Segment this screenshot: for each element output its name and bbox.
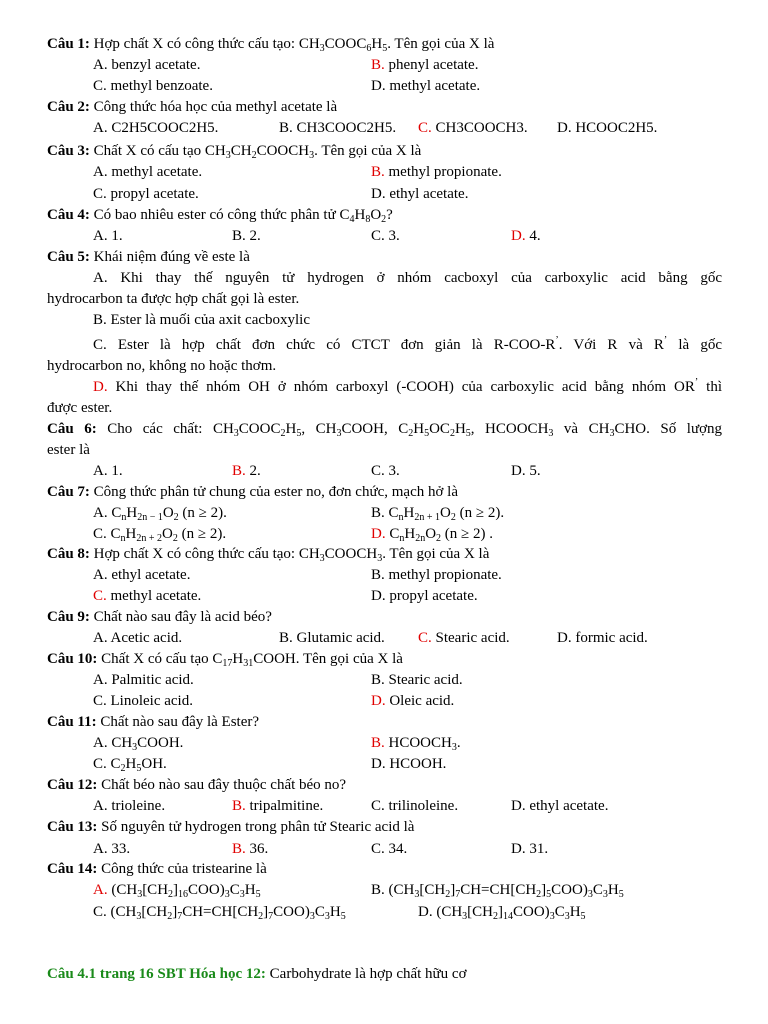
option-a-cont: hydrocarbon ta được hợp chất gọi là ester.	[47, 291, 300, 307]
option-b: B. 36.	[232, 841, 269, 857]
question-number: Câu 8:	[47, 546, 90, 562]
answer-marker: D.	[371, 526, 386, 542]
option-d: D. HCOOC2H5.	[557, 120, 658, 136]
option-d: D. methyl acetate.	[371, 78, 481, 94]
option-a: A. Acetic acid.	[93, 630, 183, 646]
option-b: B. Stearic acid.	[371, 672, 463, 688]
option-c: C. trilinoleine.	[371, 798, 459, 814]
option-a: A. 1.	[93, 228, 123, 244]
option-b: B. Glutamic acid.	[279, 630, 385, 646]
option-b: B. CH3COOC2H5.	[279, 120, 397, 136]
option-c: C. Linoleic acid.	[93, 693, 193, 709]
option-a: A. $C_nH_{2n - 1}O_2$ (n ≥ 2).	[93, 505, 227, 523]
answer-marker: B.	[371, 735, 385, 751]
question-8-stem: Câu 8: Hợp chất X có công thức cấu tạo: $CH_3COOCH_3$. Tên gọi của X là	[47, 546, 490, 564]
option-b: B. 2.	[232, 228, 261, 244]
option-c: C. $(CH_3[CH_2]_7CH=CH[CH_2]_7COO)_3C_3H_5$	[93, 904, 346, 922]
question-5-stem: Câu 5: Khái niệm đúng về este là	[47, 249, 250, 265]
option-a: A. benzyl acetate.	[93, 57, 201, 73]
answer-marker: C.	[93, 588, 107, 604]
question-6-stem: Câu 6: Cho các chất: $CH_3COOC_2H_5$, $CH_3COOH$, $C_2H_5OC_2H_5$, $HCOOCH_3$ và $CH_3CHO$. Số lượng	[47, 421, 723, 439]
option-d: D. Oleic acid.	[371, 693, 455, 709]
answer-marker: C.	[418, 120, 432, 136]
option-a: A. 33.	[93, 841, 131, 857]
question-10-stem: Câu 10: Chất X có cấu tạo $C_{17}H_{31}COOH$. Tên gọi của X là	[47, 651, 403, 669]
option-d: D. ethyl acetate.	[511, 798, 609, 814]
option-c: C. Ester là hợp chất đơn chức có CTCT đơn giản là R-COO-R’. Với R và R’ là gốc	[93, 335, 723, 353]
option-b: B. phenyl acetate.	[371, 57, 479, 73]
question-number: Câu 7:	[47, 484, 90, 500]
question-number: Câu 11:	[47, 714, 97, 730]
question-14-stem: Câu 14: Công thức của tristearine là	[47, 861, 267, 877]
option-c-cont: hydrocarbon no, không no hoặc thơm.	[47, 358, 277, 374]
question-number: Câu 3:	[47, 143, 90, 159]
option-d: D. ethyl acetate.	[371, 186, 469, 202]
answer-marker: B.	[232, 798, 246, 814]
question-number: Câu 12:	[47, 777, 98, 793]
option-a: A. Palmitic acid.	[93, 672, 194, 688]
question-number: Câu 9:	[47, 609, 90, 625]
option-c: C. methyl acetate.	[93, 588, 202, 604]
option-c: C. CH3COOCH3.	[418, 120, 528, 136]
question-number: Câu 13:	[47, 819, 98, 835]
answer-marker: D.	[511, 228, 526, 244]
answer-marker: D.	[371, 693, 386, 709]
question-number: Câu 5:	[47, 249, 90, 265]
option-b: B. 2.	[232, 463, 261, 479]
option-c: C. methyl benzoate.	[93, 78, 213, 94]
question-6-stem-cont: ester là	[47, 442, 90, 458]
option-b: B. methyl propionate.	[371, 164, 502, 180]
option-d-cont: được ester.	[47, 400, 113, 416]
question-number: Câu 14:	[47, 861, 98, 877]
option-c: C. 3.	[371, 228, 400, 244]
question-13-stem: Câu 13: Số nguyên tử hydrogen trong phân tử Stearic acid là	[47, 819, 415, 835]
question-number: Câu 2:	[47, 99, 90, 115]
option-d: D. Khi thay thế nhóm OH ở nhóm carboxyl (-COOH) của carboxylic acid bằng nhóm OR’ thì	[93, 377, 723, 395]
answer-marker: B.	[232, 463, 246, 479]
option-b: B. methyl propionate.	[371, 567, 502, 583]
option-d: D. 4.	[511, 228, 541, 244]
option-a: A. trioleine.	[93, 798, 166, 814]
answer-marker: D.	[93, 379, 108, 395]
question-1-stem: Câu 1: Hợp chất X có công thức cấu tạo: $CH_3COOC_6H_5$. Tên gọi của X là	[47, 36, 495, 54]
section-text: Carbohydrate là hợp chất hữu cơ	[265, 966, 467, 982]
question-2-stem: Câu 2: Công thức hóa học của methyl acetate là	[47, 99, 338, 115]
option-c: C. $C_nH_{2n + 2}O_2$ (n ≥ 2).	[93, 526, 227, 544]
question-number: Câu 6:	[47, 421, 97, 437]
option-a: A. $(CH_3[CH_2]_{16}COO)_3C_3H_5$	[93, 882, 261, 900]
answer-marker: B.	[371, 57, 385, 73]
option-a: A. ethyl acetate.	[93, 567, 191, 583]
answer-marker: B.	[232, 841, 246, 857]
option-a: A. 1.	[93, 463, 123, 479]
option-a: A. methyl acetate.	[93, 164, 203, 180]
option-d: D. formic acid.	[557, 630, 648, 646]
option-a: A. C2H5COOC2H5.	[93, 120, 219, 136]
option-b: B. $C_nH_{2n + 1}O_2$ (n ≥ 2).	[371, 505, 505, 523]
answer-marker: A.	[93, 882, 108, 898]
answer-marker: C.	[418, 630, 432, 646]
section-title: Câu 4.1 trang 16 SBT Hóa học 12:	[47, 966, 266, 982]
option-d: D. propyl acetate.	[371, 588, 478, 604]
option-a: A. Khi thay thế nguyên tử hydrogen ở nhóm cacboxyl của carboxylic acid bằng gốc	[93, 270, 722, 286]
option-c: C. Stearic acid.	[418, 630, 510, 646]
option-d: D. $(CH_3[CH_2]_{14}COO)_3C_3H_5$	[418, 904, 586, 922]
question-number: Câu 10:	[47, 651, 98, 667]
option-c: C. 3.	[371, 463, 400, 479]
question-9-stem: Câu 9: Chất nào sau đây là acid béo?	[47, 609, 272, 625]
option-c: C. $C_2H_5OH$.	[93, 756, 167, 774]
option-d: D. $C_nH_{2n}O_2$ (n ≥ 2) .	[371, 526, 494, 544]
option-b: B. tripalmitine.	[232, 798, 324, 814]
option-c: C. 34.	[371, 841, 408, 857]
option-d: D. HCOOH.	[371, 756, 447, 772]
question-4-stem: Câu 4: Có bao nhiêu ester có công thức phân tử $C_4H_8O_2$?	[47, 207, 393, 225]
question-12-stem: Câu 12: Chất béo nào sau đây thuộc chất béo no?	[47, 777, 347, 793]
question-number: Câu 1:	[47, 36, 90, 52]
option-a: A. $CH_3COOH$.	[93, 735, 184, 753]
question-7-stem: Câu 7: Công thức phân tử chung của ester no, đơn chức, mạch hở là	[47, 484, 458, 500]
question-number: Câu 4:	[47, 207, 90, 223]
question-11-stem: Câu 11: Chất nào sau đây là Ester?	[47, 714, 260, 730]
answer-marker: B.	[371, 164, 385, 180]
option-b: B. $(CH_3[CH_2]_7CH=CH[CH_2]_5COO)_3C_3H_5$	[371, 882, 624, 900]
option-d: D. 5.	[511, 463, 541, 479]
option-c: C. propyl acetate.	[93, 186, 199, 202]
next-section-heading	[47, 964, 722, 985]
option-d: D. 31.	[511, 841, 549, 857]
option-b: B. Ester là muối của axit cacboxylic	[93, 312, 311, 328]
question-3-stem: Câu 3: Chất X có cấu tạo $CH_3CH_2COOCH_3$. Tên gọi của X là	[47, 143, 422, 161]
option-b: B. $HCOOCH_3$.	[371, 735, 461, 753]
